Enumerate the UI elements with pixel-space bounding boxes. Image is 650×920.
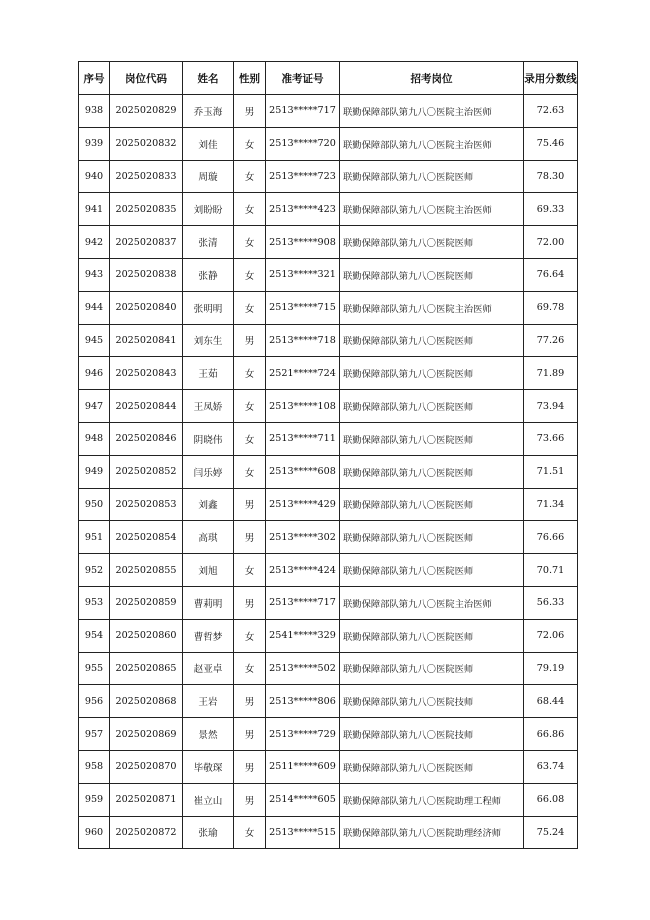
cell-post: 联勤保障部队第九八〇医院主治医师	[340, 95, 524, 128]
cell-post: 联勤保障部队第九八〇医院医师	[340, 521, 524, 554]
cell-name: 周璇	[183, 160, 234, 193]
cell-name: 刘东生	[183, 324, 234, 357]
cell-post: 联勤保障部队第九八〇医院医师	[340, 160, 524, 193]
cell-score: 68.44	[524, 685, 578, 718]
cell-seq: 949	[79, 455, 110, 488]
table-row	[79, 226, 578, 259]
header-seq: 序号	[79, 62, 110, 95]
table-header	[79, 62, 578, 95]
cell-score: 79.19	[524, 652, 578, 685]
cell-gender: 女	[234, 258, 266, 291]
header-position-code: 岗位代码	[110, 62, 183, 95]
cell-ticket-number: 2513*****720	[266, 127, 340, 160]
cell-name: 崔立山	[183, 783, 234, 816]
cell-position-code: 2025020841	[110, 324, 183, 357]
cell-ticket-number: 2513*****715	[266, 291, 340, 324]
table-row	[79, 816, 578, 849]
cell-position-code: 2025020840	[110, 291, 183, 324]
cell-position-code: 2025020844	[110, 390, 183, 423]
cell-score: 71.34	[524, 488, 578, 521]
cell-score: 73.66	[524, 422, 578, 455]
cell-score: 76.66	[524, 521, 578, 554]
cell-seq: 943	[79, 258, 110, 291]
cell-post: 联勤保障部队第九八〇医院主治医师	[340, 193, 524, 226]
cell-name: 高琪	[183, 521, 234, 554]
cell-position-code: 2025020854	[110, 521, 183, 554]
cell-name: 张明明	[183, 291, 234, 324]
cell-score: 70.71	[524, 554, 578, 587]
cell-score: 76.64	[524, 258, 578, 291]
cell-post: 联勤保障部队第九八〇医院主治医师	[340, 586, 524, 619]
table-row	[79, 783, 578, 816]
cell-name: 闫乐婷	[183, 455, 234, 488]
cell-gender: 女	[234, 193, 266, 226]
cell-position-code: 2025020832	[110, 127, 183, 160]
cell-score: 73.94	[524, 390, 578, 423]
cell-score: 63.74	[524, 750, 578, 783]
cell-seq: 954	[79, 619, 110, 652]
cell-score: 78.30	[524, 160, 578, 193]
cell-gender: 男	[234, 718, 266, 751]
cell-seq: 944	[79, 291, 110, 324]
cell-post: 联勤保障部队第九八〇医院主治医师	[340, 127, 524, 160]
cell-position-code: 2025020860	[110, 619, 183, 652]
cell-position-code: 2025020835	[110, 193, 183, 226]
cell-seq: 951	[79, 521, 110, 554]
cell-ticket-number: 2513*****711	[266, 422, 340, 455]
cell-seq: 957	[79, 718, 110, 751]
header-gender: 性别	[234, 62, 266, 95]
table-row	[79, 324, 578, 357]
header-name: 姓名	[183, 62, 234, 95]
cell-ticket-number: 2511*****609	[266, 750, 340, 783]
table-row	[79, 750, 578, 783]
cell-position-code: 2025020868	[110, 685, 183, 718]
cell-seq: 958	[79, 750, 110, 783]
table-row	[79, 95, 578, 128]
cell-ticket-number: 2514*****605	[266, 783, 340, 816]
header-post: 招考岗位	[340, 62, 524, 95]
cell-post: 联勤保障部队第九八〇医院医师	[340, 619, 524, 652]
cell-position-code: 2025020837	[110, 226, 183, 259]
table-row	[79, 422, 578, 455]
cell-ticket-number: 2513*****424	[266, 554, 340, 587]
cell-gender: 男	[234, 685, 266, 718]
cell-seq: 960	[79, 816, 110, 849]
cell-seq: 952	[79, 554, 110, 587]
cell-post: 联勤保障部队第九八〇医院医师	[340, 226, 524, 259]
cell-position-code: 2025020838	[110, 258, 183, 291]
table-row	[79, 586, 578, 619]
cell-position-code: 2025020859	[110, 586, 183, 619]
cell-post: 联勤保障部队第九八〇医院助理工程师	[340, 783, 524, 816]
cell-ticket-number: 2513*****423	[266, 193, 340, 226]
cell-score: 72.06	[524, 619, 578, 652]
cell-position-code: 2025020846	[110, 422, 183, 455]
table-row	[79, 554, 578, 587]
cell-ticket-number: 2513*****108	[266, 390, 340, 423]
cell-score: 66.86	[524, 718, 578, 751]
cell-post: 联勤保障部队第九八〇医院医师	[340, 422, 524, 455]
cell-post: 联勤保障部队第九八〇医院医师	[340, 554, 524, 587]
cell-post: 联勤保障部队第九八〇医院医师	[340, 258, 524, 291]
cell-gender: 女	[234, 455, 266, 488]
cell-gender: 女	[234, 127, 266, 160]
cell-gender: 女	[234, 652, 266, 685]
cell-post: 联勤保障部队第九八〇医院医师	[340, 390, 524, 423]
cell-position-code: 2025020872	[110, 816, 183, 849]
cell-position-code: 2025020865	[110, 652, 183, 685]
header-row	[79, 62, 578, 95]
cell-gender: 男	[234, 95, 266, 128]
cell-seq: 942	[79, 226, 110, 259]
cell-name: 刘佳	[183, 127, 234, 160]
cell-post: 联勤保障部队第九八〇医院技师	[340, 718, 524, 751]
table-row	[79, 718, 578, 751]
cell-ticket-number: 2513*****302	[266, 521, 340, 554]
cell-score: 72.00	[524, 226, 578, 259]
cell-seq: 955	[79, 652, 110, 685]
cell-post: 联勤保障部队第九八〇医院技师	[340, 685, 524, 718]
cell-seq: 940	[79, 160, 110, 193]
cell-name: 张清	[183, 226, 234, 259]
cell-score: 56.33	[524, 586, 578, 619]
table-row	[79, 652, 578, 685]
cell-score: 71.89	[524, 357, 578, 390]
cell-seq: 938	[79, 95, 110, 128]
cell-gender: 男	[234, 750, 266, 783]
cell-name: 刘盼盼	[183, 193, 234, 226]
cell-name: 王凤娇	[183, 390, 234, 423]
cell-seq: 945	[79, 324, 110, 357]
cell-gender: 女	[234, 816, 266, 849]
cell-position-code: 2025020833	[110, 160, 183, 193]
cell-gender: 女	[234, 422, 266, 455]
cell-gender: 男	[234, 586, 266, 619]
cell-ticket-number: 2513*****718	[266, 324, 340, 357]
cell-gender: 女	[234, 160, 266, 193]
cell-gender: 男	[234, 488, 266, 521]
cell-post: 联勤保障部队第九八〇医院医师	[340, 750, 524, 783]
cell-gender: 女	[234, 226, 266, 259]
cell-score: 75.46	[524, 127, 578, 160]
cell-ticket-number: 2513*****717	[266, 586, 340, 619]
cell-position-code: 2025020855	[110, 554, 183, 587]
cell-score: 77.26	[524, 324, 578, 357]
cell-post: 联勤保障部队第九八〇医院助理经济师	[340, 816, 524, 849]
cell-name: 曹哲梦	[183, 619, 234, 652]
cell-gender: 女	[234, 357, 266, 390]
cell-seq: 956	[79, 685, 110, 718]
cell-post: 联勤保障部队第九八〇医院医师	[340, 357, 524, 390]
cell-position-code: 2025020869	[110, 718, 183, 751]
cell-ticket-number: 2513*****908	[266, 226, 340, 259]
cell-score: 72.63	[524, 95, 578, 128]
header-score: 录用分数线	[524, 62, 578, 95]
cell-score: 75.24	[524, 816, 578, 849]
cell-seq: 941	[79, 193, 110, 226]
cell-seq: 948	[79, 422, 110, 455]
cell-position-code: 2025020853	[110, 488, 183, 521]
table-row	[79, 488, 578, 521]
cell-name: 刘鑫	[183, 488, 234, 521]
cell-score: 66.08	[524, 783, 578, 816]
table-row	[79, 357, 578, 390]
cell-ticket-number: 2513*****502	[266, 652, 340, 685]
cell-post: 联勤保障部队第九八〇医院医师	[340, 455, 524, 488]
cell-seq: 939	[79, 127, 110, 160]
cell-ticket-number: 2521*****724	[266, 357, 340, 390]
cell-name: 景然	[183, 718, 234, 751]
table-row	[79, 390, 578, 423]
cell-seq: 947	[79, 390, 110, 423]
cell-post: 联勤保障部队第九八〇医院医师	[340, 488, 524, 521]
cell-name: 张静	[183, 258, 234, 291]
cell-ticket-number: 2513*****717	[266, 95, 340, 128]
cell-position-code: 2025020870	[110, 750, 183, 783]
cell-name: 阴晓伟	[183, 422, 234, 455]
header-ticket-number: 准考证号	[266, 62, 340, 95]
cell-seq: 946	[79, 357, 110, 390]
cell-ticket-number: 2541*****329	[266, 619, 340, 652]
cell-position-code: 2025020843	[110, 357, 183, 390]
cell-gender: 女	[234, 554, 266, 587]
cell-name: 赵亚卓	[183, 652, 234, 685]
cell-seq: 959	[79, 783, 110, 816]
cell-name: 毕敬琛	[183, 750, 234, 783]
cell-gender: 男	[234, 783, 266, 816]
cell-score: 69.78	[524, 291, 578, 324]
table-row	[79, 160, 578, 193]
cell-position-code: 2025020852	[110, 455, 183, 488]
cell-ticket-number: 2513*****608	[266, 455, 340, 488]
cell-gender: 男	[234, 324, 266, 357]
cell-score: 69.33	[524, 193, 578, 226]
cell-gender: 男	[234, 521, 266, 554]
table-row	[79, 455, 578, 488]
table-row	[79, 685, 578, 718]
cell-post: 联勤保障部队第九八〇医院主治医师	[340, 291, 524, 324]
table-row	[79, 127, 578, 160]
cell-ticket-number: 2513*****321	[266, 258, 340, 291]
table-row	[79, 619, 578, 652]
cell-post: 联勤保障部队第九八〇医院医师	[340, 652, 524, 685]
cell-name: 刘旭	[183, 554, 234, 587]
cell-position-code: 2025020871	[110, 783, 183, 816]
cell-ticket-number: 2513*****806	[266, 685, 340, 718]
cell-name: 王茹	[183, 357, 234, 390]
cell-ticket-number: 2513*****729	[266, 718, 340, 751]
cell-name: 曹莉明	[183, 586, 234, 619]
cell-score: 71.51	[524, 455, 578, 488]
table-row	[79, 291, 578, 324]
cell-ticket-number: 2513*****723	[266, 160, 340, 193]
cell-name: 乔玉海	[183, 95, 234, 128]
table-row	[79, 258, 578, 291]
table-row	[79, 193, 578, 226]
cell-ticket-number: 2513*****515	[266, 816, 340, 849]
cell-ticket-number: 2513*****429	[266, 488, 340, 521]
cell-seq: 953	[79, 586, 110, 619]
cell-seq: 950	[79, 488, 110, 521]
table-body	[79, 95, 578, 849]
cell-position-code: 2025020829	[110, 95, 183, 128]
table-row	[79, 521, 578, 554]
cell-gender: 女	[234, 390, 266, 423]
cell-gender: 女	[234, 619, 266, 652]
cell-name: 王岩	[183, 685, 234, 718]
cell-name: 张瑜	[183, 816, 234, 849]
cell-gender: 女	[234, 291, 266, 324]
cell-post: 联勤保障部队第九八〇医院医师	[340, 324, 524, 357]
admission-roster-table	[78, 61, 578, 849]
